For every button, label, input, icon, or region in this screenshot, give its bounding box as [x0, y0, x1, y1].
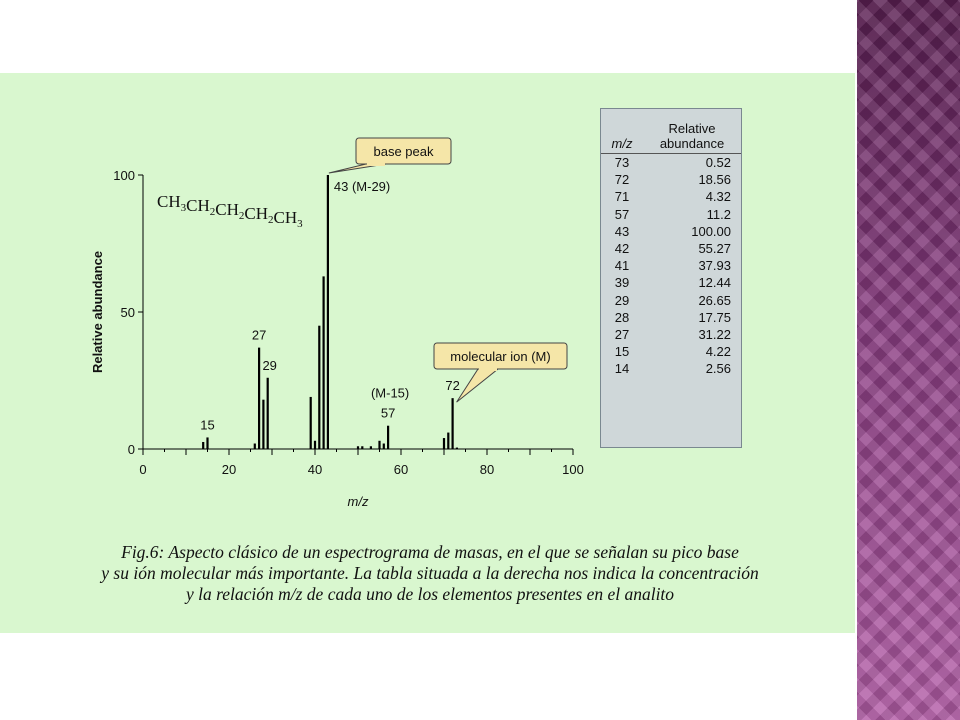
table-row [601, 154, 741, 172]
caption-line-1: Fig.6: Aspecto clásico de un espectrograma de masas, en el que se señalan su pico base [121, 542, 739, 562]
figure-caption [20, 542, 840, 605]
table-cell-mz: 39 [614, 275, 630, 291]
table-row [601, 326, 741, 343]
table-cell-mz: 71 [614, 189, 630, 205]
peak-label: 15 [200, 417, 215, 433]
callouts [329, 138, 567, 402]
table-cell-abundance: 17.75 [698, 309, 731, 325]
callout-joint [479, 367, 497, 371]
abundance-table-grid [601, 109, 741, 377]
peak-bar-42 [323, 276, 325, 449]
table-cell-mz: 15 [614, 344, 630, 360]
peak-bar-73 [456, 448, 458, 449]
peak-bar-39 [310, 397, 312, 449]
table-row [601, 274, 741, 291]
table-cell-mz: 57 [614, 206, 630, 222]
peak-label: (M-15) [370, 385, 410, 401]
peak-label: 57 [380, 405, 396, 421]
formula-label: $CH_3CH_2CH_2CH_2CH_3$ [157, 192, 303, 230]
decorative-side-band [857, 0, 960, 720]
peak-bar-14 [202, 442, 204, 449]
x-tick-label: 20 [221, 462, 237, 477]
table-row [601, 292, 741, 309]
callout-text: base peak [373, 144, 434, 159]
table-cell-abundance: 0.52 [705, 155, 731, 171]
table-row [601, 360, 741, 377]
table-header-spacer [601, 109, 643, 136]
table-header-abundance: abundance [643, 136, 741, 154]
peak-label: 43 (M-29) [333, 179, 391, 194]
table-cell-abundance: 11.2 [706, 206, 731, 222]
table-row [601, 240, 741, 257]
peak-label: 27 [251, 327, 267, 343]
peak-bar-50 [357, 446, 359, 449]
table-row [601, 309, 741, 326]
peak-bar-29 [267, 378, 269, 449]
peak-bar-57 [387, 426, 389, 449]
table-row [601, 188, 741, 205]
table-cell-abundance: 12.44 [698, 275, 731, 291]
peak-bar-53 [370, 446, 372, 449]
table-header-row-2 [601, 136, 741, 154]
chart-axes [143, 175, 573, 449]
table-cell-mz: 43 [614, 223, 630, 239]
x-ticks [139, 449, 583, 477]
table-cell-abundance: 4.32 [705, 189, 731, 205]
peak-label: 72 [445, 378, 460, 394]
table-cell-mz: 42 [614, 241, 630, 257]
table-cell-mz: 72 [614, 172, 630, 188]
table-cell-abundance: 4.22 [705, 344, 731, 360]
caption-line-2: y su ión molecular más importante. La tabla situada a la derecha nos indica la concentración [101, 563, 759, 583]
table-cell-mz: 14 [614, 361, 630, 377]
peak-label: 29 [262, 357, 277, 373]
peak-bar-41 [318, 326, 320, 449]
peak-bar-40 [314, 441, 316, 449]
y-axis-title: Relative abundance [90, 250, 105, 374]
caption-line-3: y la relación m/z de cada uno de los elementos presentes en el analito [185, 584, 675, 604]
table-cell-abundance: 37.93 [698, 258, 731, 274]
peak-bar-26 [254, 444, 256, 449]
mass-spectrum-chart [0, 0, 600, 540]
callout-text: molecular ion (M) [450, 349, 551, 364]
table-row [601, 206, 741, 223]
table-row [601, 223, 741, 240]
callout-pointer [457, 369, 498, 402]
callout-joint [367, 162, 385, 166]
peak-bar-27 [258, 348, 260, 449]
x-tick-label: 60 [393, 462, 409, 477]
table-cell-abundance: 31.22 [698, 326, 731, 342]
x-axis-title: m/z [347, 494, 369, 509]
x-tick-label: 40 [307, 462, 323, 477]
peak-bar-70 [443, 438, 445, 449]
y-ticks [113, 168, 143, 457]
peak-bar-72 [452, 398, 454, 449]
peak-bar-56 [383, 444, 385, 449]
table-cell-mz: 73 [614, 155, 630, 171]
peak-bar-43 [327, 175, 329, 449]
y-tick-label: 0 [127, 442, 135, 457]
table-cell-abundance: 18.56 [698, 172, 731, 188]
table-cell-mz: 27 [614, 326, 630, 342]
table-cell-mz: 28 [614, 309, 630, 325]
y-tick-label: 100 [113, 168, 135, 183]
table-row [601, 343, 741, 360]
table-header-mz: m/z [601, 136, 643, 154]
peak-bar-15 [206, 437, 208, 449]
abundance-table [600, 108, 742, 448]
x-tick-label: 0 [139, 462, 147, 477]
table-row [601, 171, 741, 188]
table-cell-abundance: 100.00 [691, 223, 731, 239]
table-body [601, 154, 741, 378]
y-tick-label: 50 [120, 305, 135, 320]
table-row [601, 257, 741, 274]
table-cell-mz: 29 [614, 292, 630, 308]
table-cell-abundance: 55.27 [698, 241, 731, 257]
peak-bar-28 [262, 400, 264, 449]
x-tick-label: 80 [479, 462, 495, 477]
table-cell-mz: 41 [614, 258, 630, 274]
table-header-relative: Relative [668, 121, 716, 136]
x-tick-label: 100 [562, 462, 584, 477]
peak-bar-55 [378, 441, 380, 449]
table-header-row-1 [601, 109, 741, 136]
table-cell-abundance: 26.65 [698, 292, 731, 308]
peak-bar-71 [447, 433, 449, 449]
peak-bar-51 [361, 446, 363, 449]
table-cell-abundance: 2.56 [705, 361, 731, 377]
